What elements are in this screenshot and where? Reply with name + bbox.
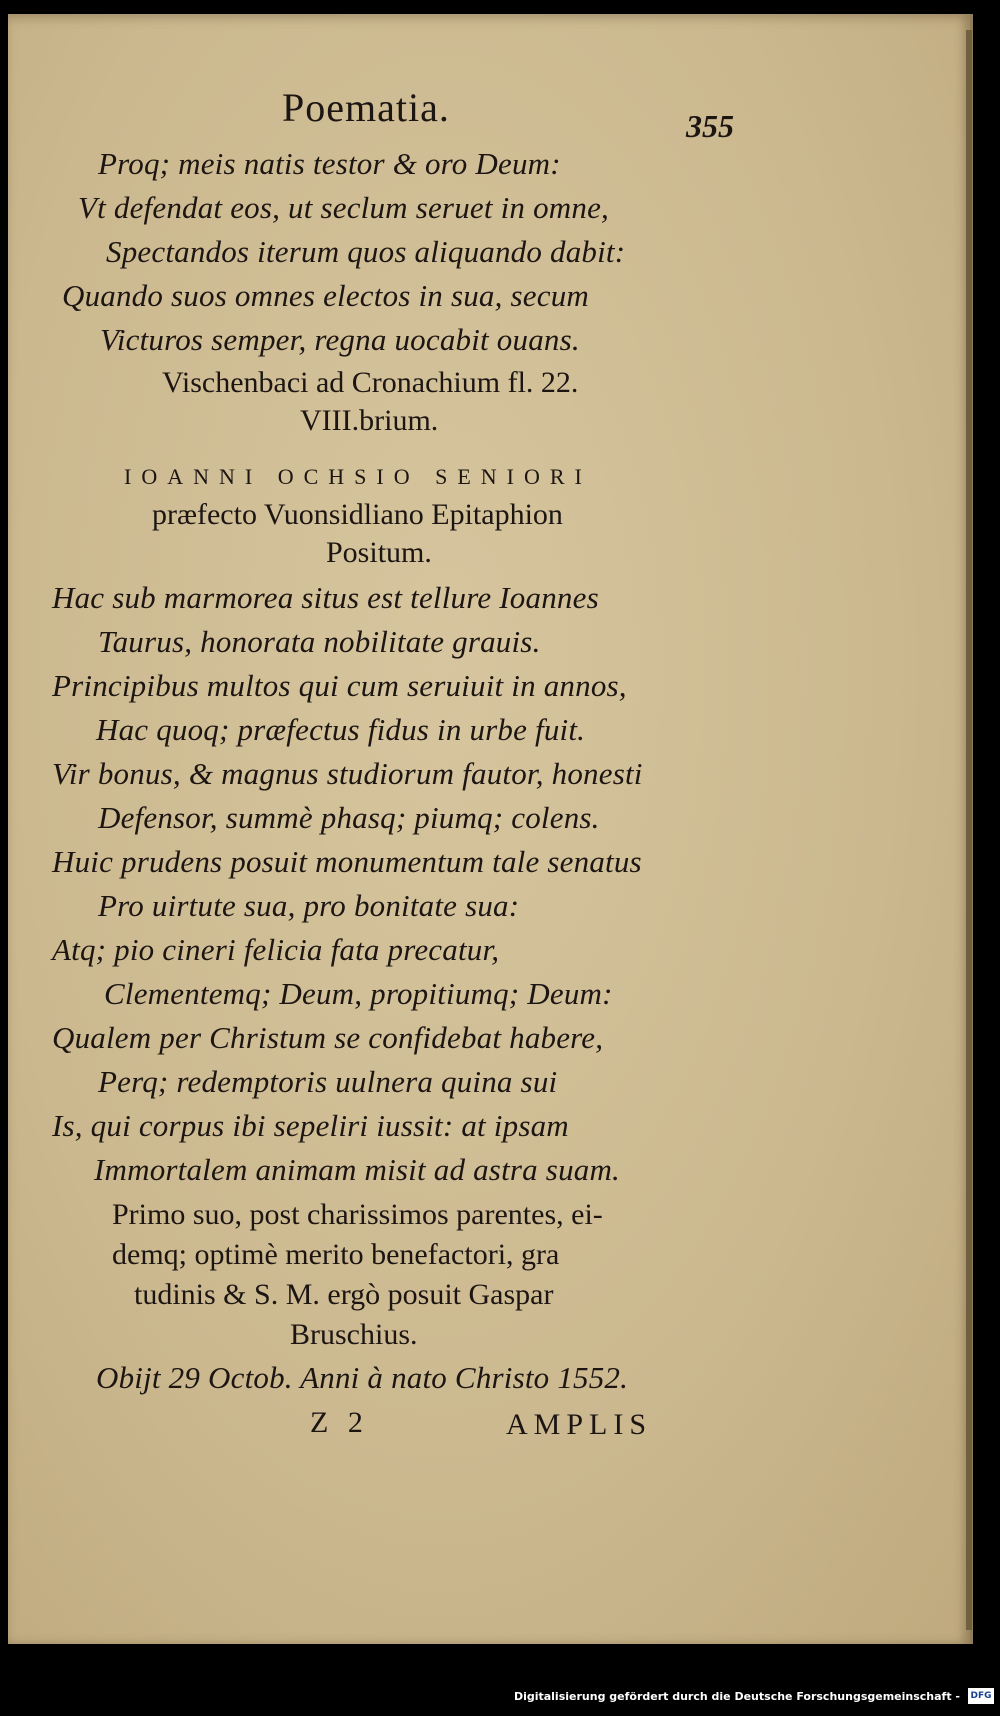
verse-line: Clementemq; Deum, propitiumq; Deum: <box>104 976 613 1011</box>
verse-line: Principibus multos qui cum seruiuit in annos, <box>52 668 627 703</box>
verse-line: Taurus, honorata nobilitate grauis. <box>98 624 541 659</box>
verse-line: Hac quoq; præfectus fidus in urbe fuit. <box>96 712 586 747</box>
verse-line: Victuros semper, regna uocabit ouans. <box>100 322 580 357</box>
footer-bar <box>0 1644 1000 1716</box>
verse-line: Huic prudens posuit monumentum tale senatus <box>52 844 642 879</box>
obit-line: Obijt 29 Octob. Anni à nato Christo 1552. <box>96 1360 629 1395</box>
signature-mark: Z 2 <box>310 1406 369 1439</box>
verse-line: Atq; pio cineri felicia fata precatur, <box>52 932 500 967</box>
epitaph-subheading: Positum. <box>326 536 432 569</box>
verse-line: Qualem per Christum se confidebat habere, <box>52 1020 604 1055</box>
dedication-line: demq; optimè merito benefactori, gra <box>112 1238 560 1271</box>
dedication-line: tudinis & S. M. ergò posuit Gaspar <box>134 1278 554 1311</box>
place-date-line: VIII.brium. <box>300 404 439 437</box>
verse-line: Vt defendat eos, ut seclum seruet in omne, <box>78 190 609 225</box>
verse-line: Is, qui corpus ibi sepeliri iussit: at ipsam <box>52 1108 569 1143</box>
verse-line: Perq; redemptoris uulnera quina sui <box>98 1064 558 1099</box>
page-edge <box>966 30 972 1630</box>
epitaph-heading: IOANNI OCHSIO SENIORI <box>124 464 592 489</box>
running-head: Poematia. <box>282 85 450 130</box>
place-date-line: Vischenbaci ad Cronachium fl. 22. <box>162 366 579 399</box>
verse-line: Proq; meis natis testor & oro Deum: <box>98 146 561 181</box>
verse-line: Immortalem animam misit ad astra suam. <box>94 1152 621 1187</box>
page-number: 355 <box>686 108 734 144</box>
dedication-line: Primo suo, post charissimos parentes, ei- <box>112 1198 603 1231</box>
verse-line: Pro uirtute sua, pro bonitate sua: <box>98 888 520 923</box>
verse-line: Hac sub marmorea situs est tellure Ioannes <box>52 580 599 615</box>
funding-credit: Digitalisierung gefördert durch die Deutsche Forschungsgemeinschaft - <box>513 1690 960 1703</box>
verse-line: Vir bonus, & magnus studiorum fautor, honesti <box>52 756 643 791</box>
epitaph-subheading: præfecto Vuonsidliano Epitaphion <box>152 498 563 531</box>
dfg-logo-icon: DFG <box>968 1688 994 1704</box>
verse-line: Spectandos iterum quos aliquando dabit: <box>106 234 626 269</box>
catchword: AMPLIS <box>506 1408 653 1441</box>
dedication-line: Bruschius. <box>290 1318 418 1351</box>
verse-line: Quando suos omnes electos in sua, secum <box>62 278 589 313</box>
verse-line: Defensor, summè phasq; piumq; colens. <box>98 800 600 835</box>
